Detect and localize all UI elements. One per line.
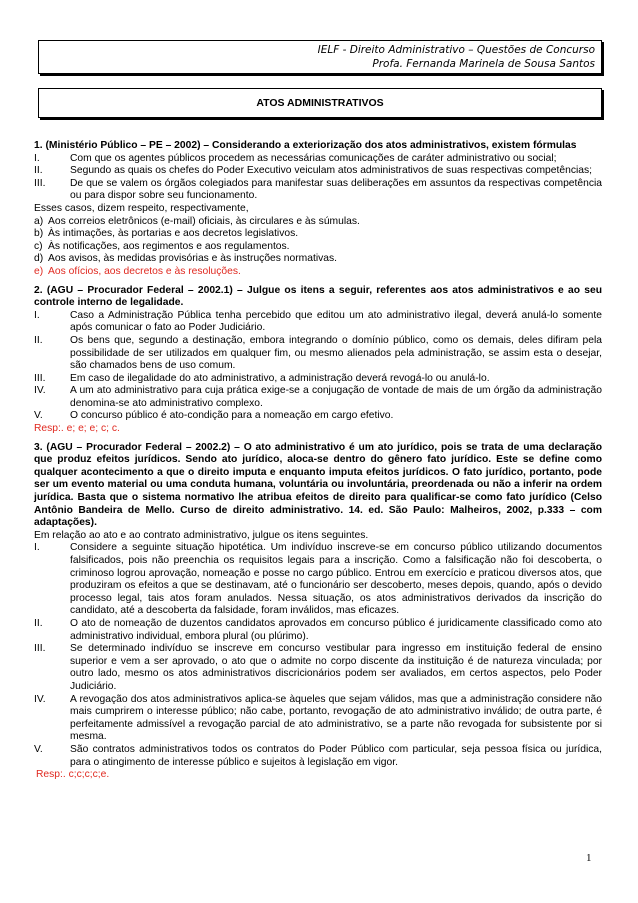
header-course-title: IELF - Direito Administrativo – Questões de Concurso [317,44,595,56]
question-3-answer: Resp:. c;c;c;c;e. [36,769,110,781]
question-3-item [34,542,602,618]
item-text: A revogação dos atos administrativos aplica-se àqueles que sejam válidos, mas que a administração considere não mais cumprirem o interesse público; não cabe, portanto, revogação de ato administrativo inválido; de outra parte, é perfeitamente admissível a revogação parcial de ato administrativo, se a parte não revogada for subsistente por si mesma. [70,693,602,743]
header-box [38,40,602,74]
question-3-item [34,643,602,693]
item-number: III. [34,177,46,189]
question-2-heading: 2. (AGU – Procurador Federal – 2002.1) – Julgue os itens a seguir, referentes aos atos administrativos e ao seu controle interno de legalidade. [34,284,602,309]
item-text: Com que os agentes públicos procedem as necessárias comunicações de caráter administrativo ou social; [70,152,557,164]
item-number: III. [34,643,46,655]
question-2-item [34,385,602,410]
item-text: De que se valem os órgãos colegiados para manifestar suas deliberações em assuntos da respectivas competência ou para dispor sobre seu funcionamento. [70,177,602,202]
option-letter: d) [34,253,44,265]
question-1-heading: 1. (Ministério Público – PE – 2002) – Considerando a exteriorização dos atos administrativos, existem fórmulas [34,140,577,151]
header-professor: Profa. Fernanda Marinela de Sousa Santos [372,58,595,70]
option-text: Aos ofícios, aos decretos e às resoluções. [48,265,241,277]
item-number: II. [34,165,43,177]
option-text: Às notificações, aos regimentos e aos regulamentos. [48,240,290,252]
item-text: Caso a Administração Pública tenha percebido que editou um ato administrativo ilegal, deverá anulá-lo somente após comunicar o fato ao Poder Judiciário. [70,309,602,334]
item-number: I. [34,152,40,164]
question-3-item [34,744,602,769]
item-number: IV. [34,385,46,397]
item-number: IV. [34,693,46,705]
item-text: São contratos administrativos todos os contratos do Poder Público com particular, seja pessoa física ou jurídica, para o atingimento de interesse público e sujeitos à legislação em vigor. [70,743,602,768]
option-letter: c) [34,240,43,252]
question-1-correct-option [34,266,602,279]
question-1-item [34,178,602,203]
question-2-item [34,373,602,386]
item-number: V. [34,743,43,755]
option-letter: a) [34,215,44,227]
item-number: III. [34,372,46,384]
item-text: A um ato administrativo para cuja prática exige-se a conjugação de vontade de mais de um órgão da administração denomina-se ato administrativo complexo. [70,385,602,409]
page-number: 1 [586,852,592,864]
question-2-item [34,410,602,423]
page-title: ATOS ADMINISTRATIVOS [38,88,602,118]
item-text: O concurso público é ato-condição para a nomeação em cargo efetivo. [70,410,394,422]
question-2-answer: Resp:. e; e; e; c; c. [34,423,120,435]
question-2-item [34,335,602,373]
option-letter: b) [34,228,44,240]
question-1-option [34,216,602,229]
question-1-item [34,153,602,166]
question-3-item [34,694,602,744]
question-3-intro: Em relação ao ato e ao contrato administrativo, julgue os itens seguintes. [34,529,369,541]
question-1-option [34,253,602,266]
question-1-intro: Esses casos, dizem respeito, respectivamente, [34,202,249,214]
option-text: Aos avisos, às medidas provisórias e às instruções normativas. [48,253,338,265]
question-1-option [34,228,602,241]
item-text: Considere a seguinte situação hipotética. Um indivíduo inscreve-se em concurso público utilizando documentos falsificados, pois não preenchia os requisitos legais para a inscrição. Como a falsificação não foi descoberta, o criminoso logrou aprovação, nomeação e posse no cargo público. Entrou em exercício e praticou diversos atos, que produziram os efeitos a que se destinavam, até o funcionário ser descoberto, meses depois, quando, após o devido processo legal, tais atos foram anulados. Nessa situação, os atos administrativos derivados da inscrição do candidato, até a descoberta da falsidade, foram inválidos, mas eficazes. [70,542,602,617]
option-text: Às intimações, às portarias e aos decretos legislativos. [48,228,299,240]
option-letter: e) [34,265,44,277]
item-text: Segundo as quais os chefes do Poder Executivo veiculam atos administrativos de suas respectivas competências; [70,165,592,177]
question-1-item [34,165,602,178]
question-2-item [34,310,602,335]
item-number: V. [34,410,43,422]
item-text: Os bens que, segundo a destinação, embora integrando o domínio público, como os demais, deles difiram pela possibilidade de ser utilizados em qualquer fim, ou mesmo alienados pela administração, se assim esta o desejar, são chamados bens de uso comum. [70,334,602,372]
option-text: Aos correios eletrônicos (e-mail) oficiais, às circulares e às súmulas. [48,215,360,227]
item-number: I. [34,542,40,554]
question-1-option [34,241,602,254]
item-number: I. [34,309,40,321]
question-3-item [34,618,602,643]
question-3-heading: 3. (AGU – Procurador Federal – 2002.2) – O ato administrativo é um ato jurídico, pois se trata de uma declaração que produz efeitos jurídicos. Sendo ato jurídico, aloca-se dentro do gênero fato jurídico. Este se define como qualquer acontecimento a que o direito imputa e enquanto imputa efeitos jurídicos. O fato jurídico, portanto, pode ser um evento material ou uma conduta humana, voluntária ou involuntária, preordenada ou não a inferir na ordem jurídica. Basta que o sistema normativo lhe atribua efeitos de direito para qualificar-se como fato jurídico (Celso Antônio Bandeira de Mello. Curso de direito administrativo. 14. ed. São Paulo: Malheiros, 2002, p.333 – com adaptações). [34,441,602,529]
item-text: Se determinado indivíduo se inscreve em concurso vestibular para ingresso em instituição federal de ensino superior e vem a ser aprovado, o ato que o admite no corpo discente da instituição é de natureza vinculada; por outro lado, mesmo os atos administrativos discricionários podem ser avaliados, em certos aspectos, pelo Poder Judiciário. [70,643,602,692]
document-body [34,140,602,782]
item-number: II. [34,617,43,629]
item-number: II. [34,334,43,346]
item-text: O ato de nomeação de duzentos candidatos aprovados em concurso público é juridicamente classificado como ato administrativo individual, embora plural (ou plúrimo). [70,617,602,642]
item-text: Em caso de ilegalidade do ato administrativo, a administração deverá revogá-lo ou anulá-lo. [70,372,490,384]
